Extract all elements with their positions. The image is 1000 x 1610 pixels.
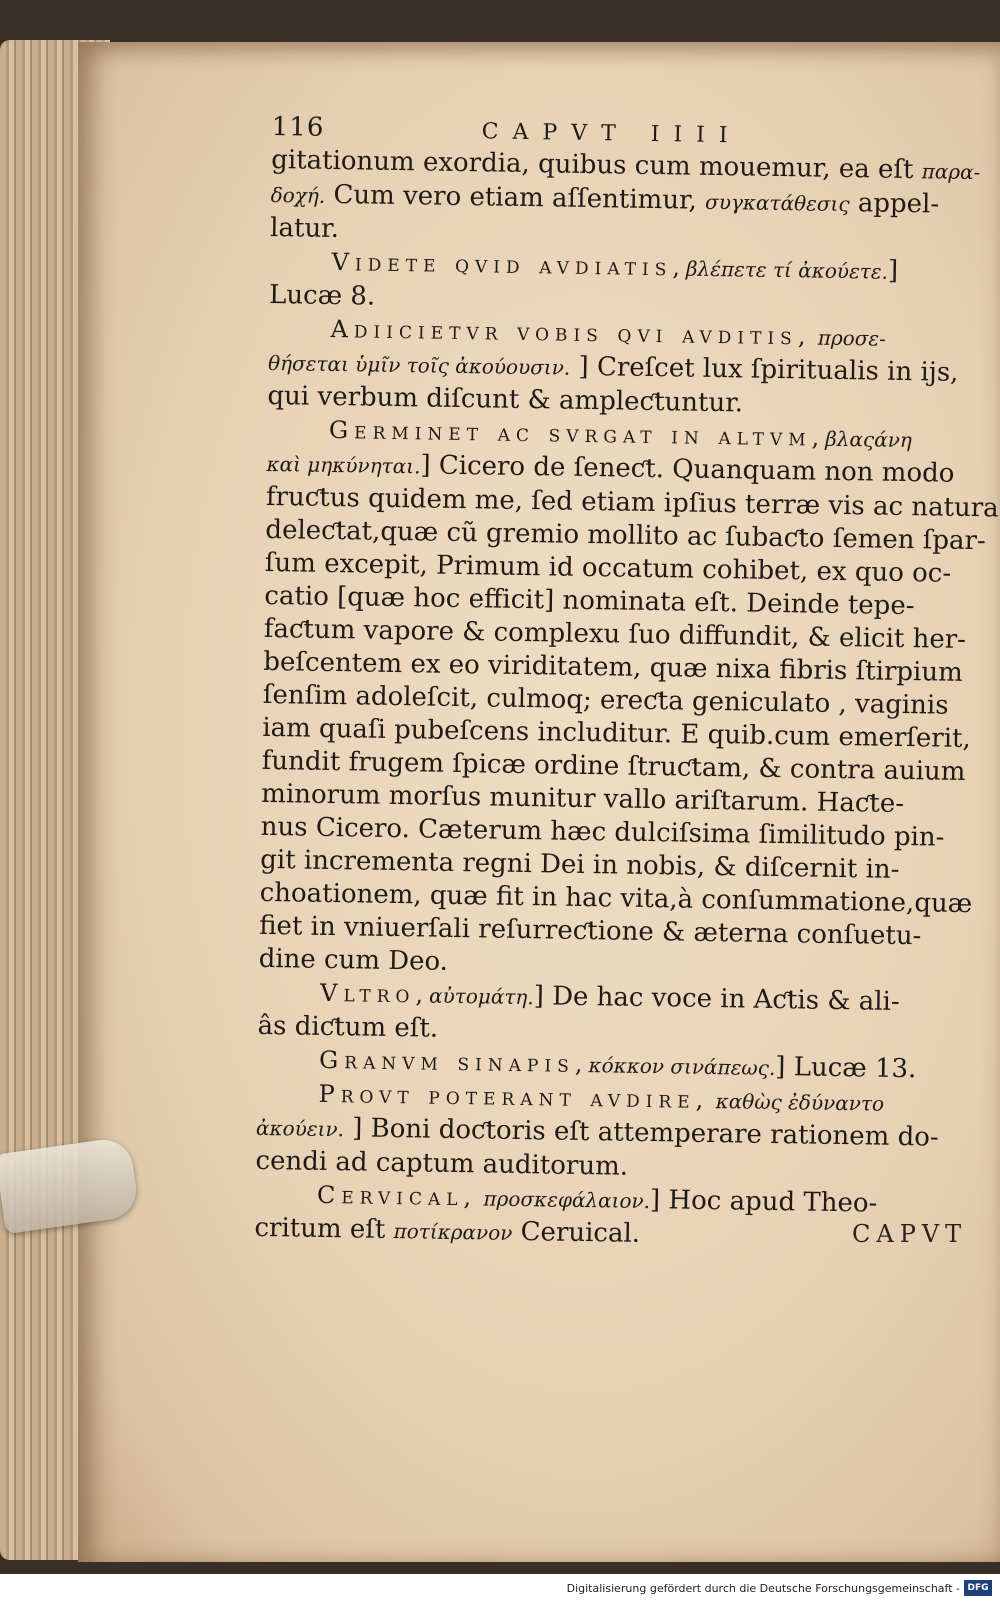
line-text: fiet in vniuerſali reſurreƈtione & æterna conſuetu- xyxy=(258,910,922,952)
line-text: dine cum Deo. xyxy=(258,943,449,977)
line-text: Lucæ 8. xyxy=(268,279,376,312)
greek-term: καὶ μηκύνηται. xyxy=(266,451,421,479)
line-text: choationem, quæ fit in hac vita,à conſummatione,quæ xyxy=(259,877,973,920)
greek-term: δοχή. xyxy=(270,182,326,208)
running-head: CAPVT IIII xyxy=(481,119,742,149)
catchword: CAPVT xyxy=(852,1220,968,1248)
line-text: git incrementa regni Dei in nobis, & diſcernit in- xyxy=(260,844,900,885)
line-text: ] Creſcet lux ſpiritualis in ijs, xyxy=(570,351,959,388)
greek-term: παρα- xyxy=(921,159,981,185)
line-text: latur. xyxy=(269,212,340,245)
line-text: ] Hoc apud Theo- xyxy=(649,1185,878,1219)
line-text: minorum morſus munitur vallo ariſtarum. Haƈte- xyxy=(261,778,905,820)
text-lines xyxy=(254,144,999,1257)
footer-credit: Digitalisierung gefördert durch die Deutsche Forschungsgemeinschaft - xyxy=(566,1582,960,1595)
greek-term: αὐτομάτη. xyxy=(428,983,534,1010)
line-text: Ceruical. xyxy=(512,1216,641,1249)
greek-term: βλαςάνη xyxy=(825,426,913,453)
line-text: ] xyxy=(887,255,899,286)
line-text: Cum vero etiam aſſentimur, xyxy=(325,179,706,216)
greek-term: ποτίκρανον xyxy=(393,1219,513,1245)
line-text: beſcentem ex eo viriditatem, quæ nixa fibris ſtirpium xyxy=(263,646,964,688)
line-text: ] Boni doƈtoris eſt attemperare rationem do- xyxy=(343,1113,939,1153)
line-text: deleƈtat,quæ cũ gremio mollito ac ſubaƈto ſemen ſpar- xyxy=(265,514,986,557)
line-text: cendi ad captum auditorum. xyxy=(255,1145,629,1182)
line-text: gitationum exordia, quibus cum mouemur, ea eſt xyxy=(271,144,923,186)
lemma: Provt poterant avdire, xyxy=(318,1079,710,1114)
greek-term: συγκατάθεσις xyxy=(704,189,850,217)
lemma: Granvm sinapis, xyxy=(318,1045,589,1079)
line-text: qui verbum diſcunt & ampleƈtuntur. xyxy=(267,380,744,419)
lemma: Adiicietvr vobis qvi avditis, xyxy=(330,314,812,351)
line-text: âs diƈtum eſt. xyxy=(257,1010,439,1044)
line-text: critum eſt xyxy=(254,1212,394,1246)
line-text: ſenſim adoleſcit, culmoq; ereƈta geniculato , vaginis xyxy=(262,679,949,721)
greek-term: ἀκούειν. xyxy=(255,1115,345,1142)
lemma: Cervical, xyxy=(316,1180,478,1212)
line-text: iam quaſi pubeſcens includitur. E quib.cum emerſerit, xyxy=(262,712,971,755)
line-text: catio [quæ hoc efficit] nominata eſt. Deinde tepe- xyxy=(264,580,915,622)
line-text: nus Cicero. Cæterum hæc dulciſsima ſimilitudo pin- xyxy=(260,811,945,853)
line-text: ] Lucæ 13. xyxy=(775,1052,917,1085)
greek-term: βλέπετε τί ἀκούετε. xyxy=(685,256,889,284)
line-text: faƈtum vapore & complexu ſuo diffundit, & elicit her- xyxy=(263,613,967,655)
greek-term: κόκκον σινάπεως. xyxy=(588,1053,776,1081)
line-text: appel- xyxy=(849,188,940,220)
lemma: Vltro, xyxy=(319,978,430,1009)
greek-term: θήσεται ὑμῖν τοῖς ἀκούουσιν. xyxy=(267,350,571,380)
greek-term: προσκεφάλαιον. xyxy=(476,1186,651,1214)
lemma: Germinet ac svrgat in altvm, xyxy=(328,415,826,452)
dfg-logo: DFG xyxy=(964,1580,992,1596)
line-text: fruƈtus quidem me, ſed etiam ipſius terræ vis ac natura xyxy=(265,481,999,524)
line-text: ] Cicero de ſeneƈt. Quanquam non modo xyxy=(420,450,955,489)
lemma: Videte qvid avdiatis, xyxy=(331,247,687,282)
page-number: 116 xyxy=(271,112,325,143)
greek-term: καθὼς ἐδύναντο xyxy=(709,1088,885,1116)
line-text: fundit frugem ſpicæ ordine ſtruƈtam, & contra auium xyxy=(261,745,966,787)
greek-term: προσε- xyxy=(811,325,887,351)
line-text: ] De hac voce in Aƈtis & ali- xyxy=(533,981,900,1017)
page-text xyxy=(254,112,999,1257)
line-text: ſum excepit, Primum id occatum cohibet, ex quo oc- xyxy=(264,547,952,589)
